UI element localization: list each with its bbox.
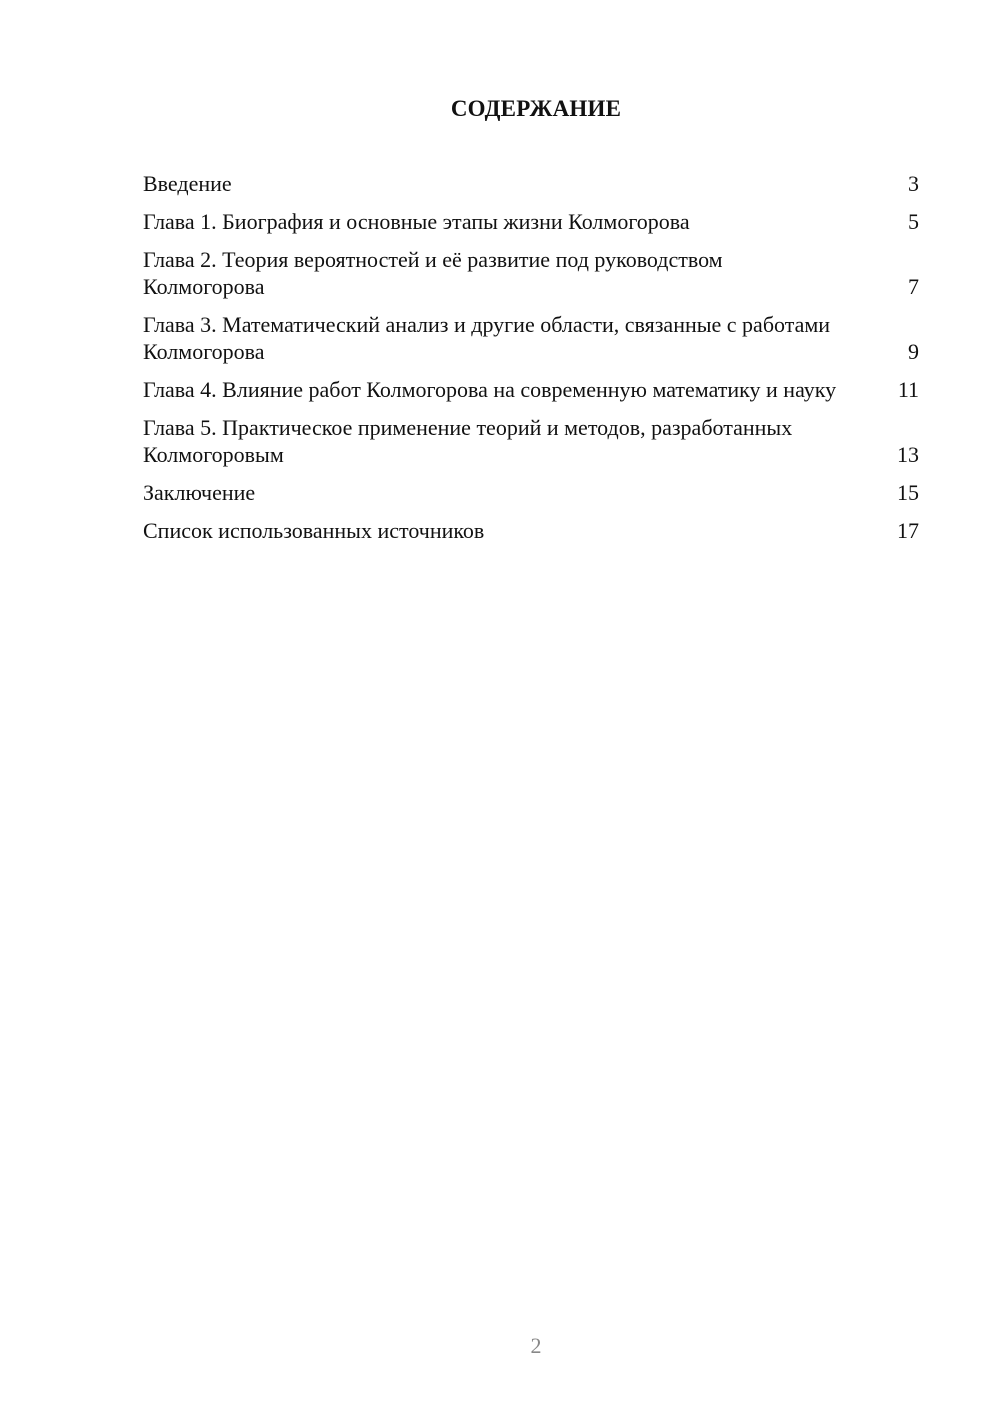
toc-entry-page: 13 [897, 442, 919, 467]
toc-entry-page: 17 [897, 518, 919, 543]
toc-entry-chapter-1 [143, 208, 919, 235]
toc-entry-text: Введение [143, 171, 232, 196]
toc-entry-chapter-3 [143, 311, 919, 365]
toc-entry-text: Глава 5. Практическое применение теорий и методов, разработанных Колмогоровым [143, 415, 793, 467]
toc-entry-page: 9 [908, 339, 919, 364]
toc-entry-text: Глава 2. Теория вероятностей и её развитие под руководством Колмогорова [143, 247, 723, 299]
toc-title: СОДЕРЖАНИЕ [450, 96, 622, 121]
toc-entry-page: 11 [897, 377, 919, 402]
toc-entry-text: Список использованных источников [143, 518, 485, 543]
toc-entry-text: Глава 4. Влияние работ Колмогорова на современную математику и науку [143, 377, 837, 402]
toc-entry-chapter-2 [143, 246, 919, 300]
page-number: 2 [530, 1333, 542, 1358]
toc-list [143, 170, 919, 555]
toc-entry-chapter-4 [143, 376, 919, 403]
toc-entry-page: 5 [908, 209, 919, 234]
toc-entry-text: Глава 3. Математический анализ и другие области, связанные с работами Колмогорова [143, 312, 831, 364]
toc-entry-references [143, 517, 919, 544]
toc-entry-text: Глава 1. Биография и основные этапы жизни Колмогорова [143, 209, 690, 234]
toc-entry-page: 15 [897, 480, 919, 505]
toc-entry-introduction [143, 170, 919, 197]
toc-entry-text: Заключение [143, 480, 256, 505]
toc-entry-page: 7 [908, 274, 919, 299]
toc-entry-page: 3 [908, 171, 919, 196]
toc-entry-conclusion [143, 479, 919, 506]
toc-entry-chapter-5 [143, 414, 919, 468]
